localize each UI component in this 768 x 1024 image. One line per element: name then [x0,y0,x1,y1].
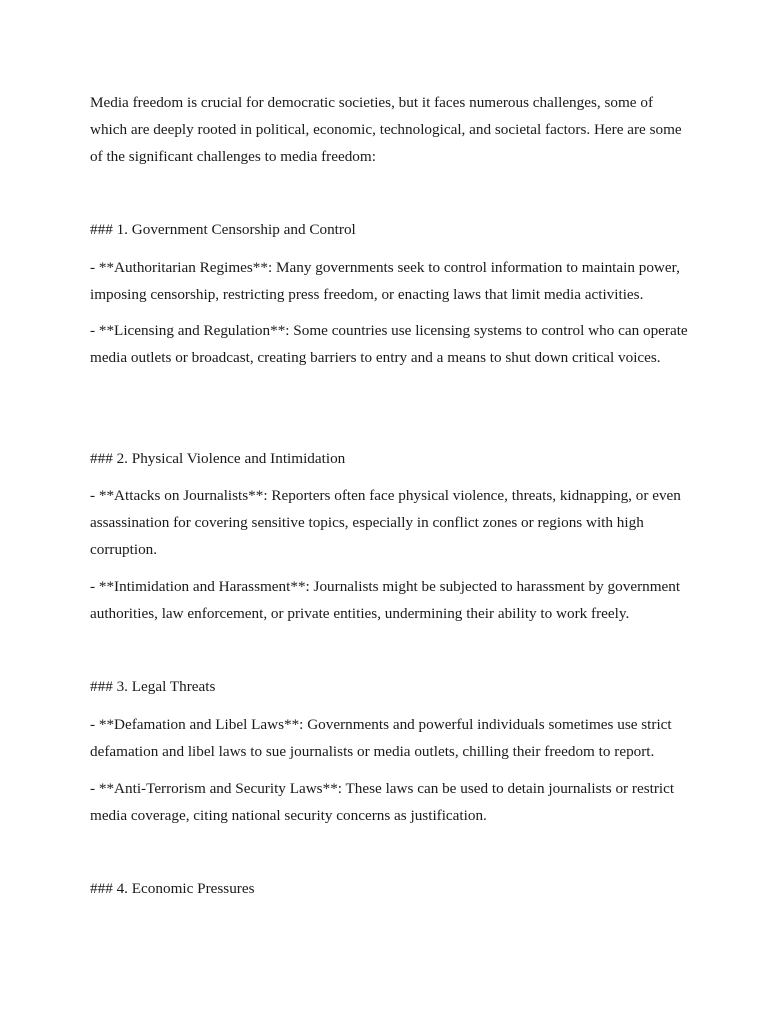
section-heading-2: ### 2. Physical Violence and Intimidation [90,450,346,467]
section-2-item-1: - **Attacks on Journalists**: Reporters often face physical violence, threats, kidnapping, or even assassination for covering sensitive topics, especially in conflict zones or regions with high corruption. [90,487,681,558]
section-heading-3: ### 3. Legal Threats [90,678,216,695]
section-1-item-1: - **Authoritarian Regimes**: Many governments seek to control information to maintain power, imposing censorship, restricting press freedom, or enacting laws that limit media activities. [90,259,680,303]
section-3-item-2: - **Anti-Terrorism and Security Laws**: These laws can be used to detain journalists or restrict media coverage, citing national security concerns as justification. [90,780,675,824]
section-heading-1: ### 1. Government Censorship and Control [90,221,356,238]
section-heading-4: ### 4. Economic Pressures [90,880,255,897]
section-2-item-2: - **Intimidation and Harassment**: Journalists might be subjected to harassment by government authorities, law enforcement, or private entities, undermining their ability to work freely. [90,578,681,622]
intro-paragraph: Media freedom is crucial for democratic societies, but it faces numerous challenges, some of which are deeply rooted in political, economic, technological, and societal factors. Here are some of the significant challenges to media freedom: [90,94,682,165]
section-1-item-2: - **Licensing and Regulation**: Some countries use licensing systems to control who can operate media outlets or broadcast, creating barriers to entry and a means to shut down critical voices. [90,322,688,366]
section-3-item-1: - **Defamation and Libel Laws**: Governments and powerful individuals sometimes use strict defamation and libel laws to sue journalists or media outlets, chilling their freedom to report. [90,716,672,760]
